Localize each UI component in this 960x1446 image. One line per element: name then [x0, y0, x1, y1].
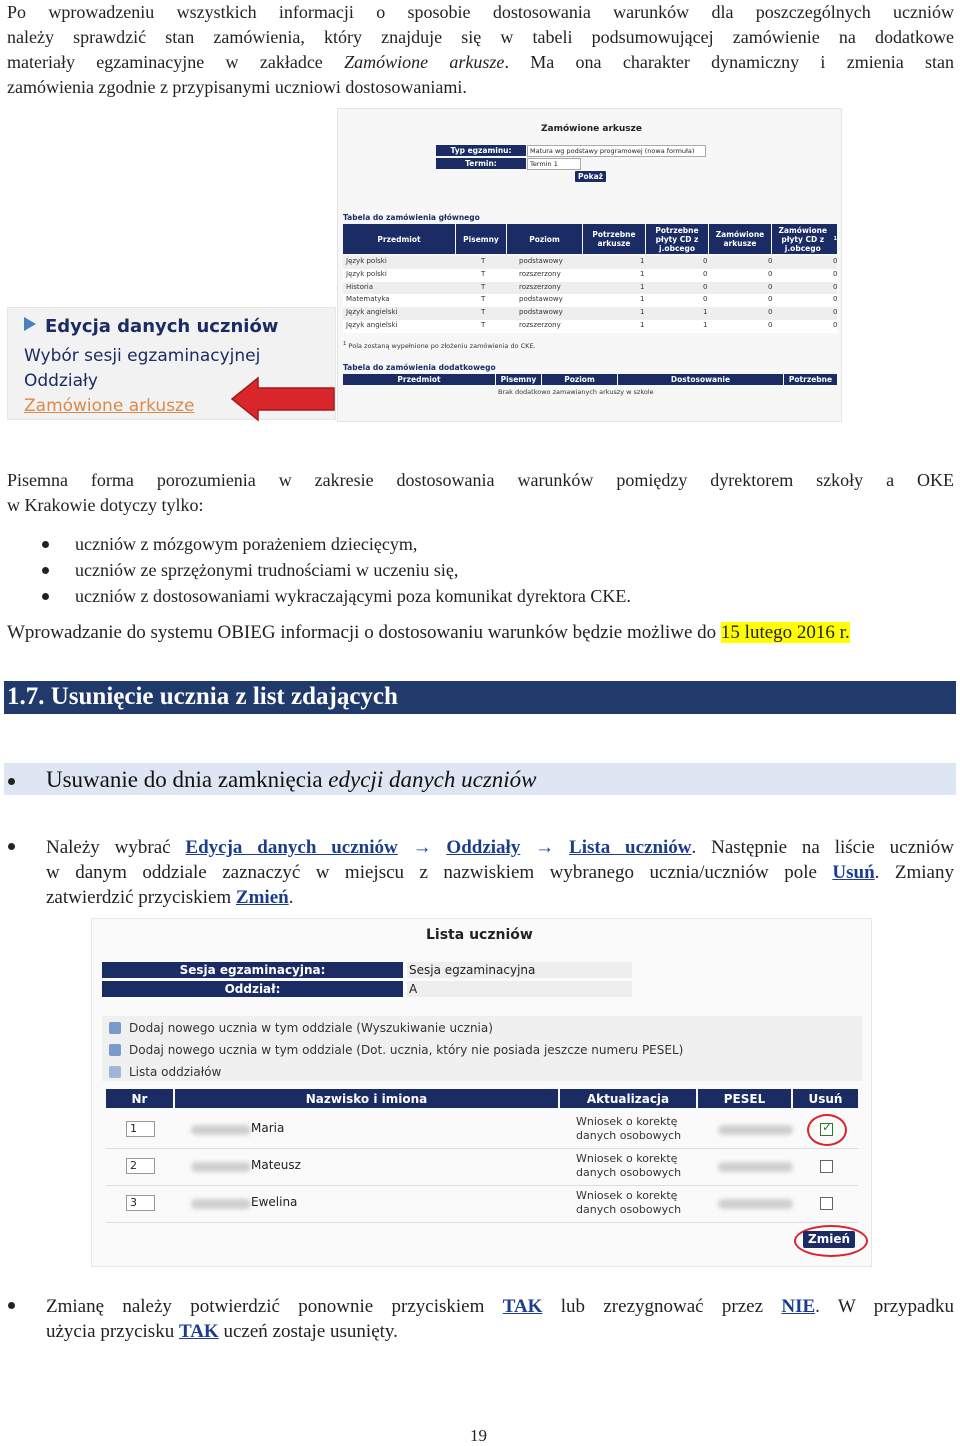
exam-type-select[interactable]: Matura wg podstawy programowej (nowa formuła): [527, 145, 706, 157]
show-button[interactable]: Pokaż: [575, 171, 606, 182]
session-value: Sesja egzaminacyjna: [407, 962, 632, 978]
deadline-highlight: 15 lutego 2016 r.: [720, 622, 850, 643]
agreement-bullet-3: uczniów z dostosowaniami wykraczającymi poza komunikat dyrektora CKE.: [75, 586, 631, 606]
confirm-text: Zmianę należy potwierdzić ponownie przyciskiem: [46, 1296, 503, 1317]
correction-request-link[interactable]: [576, 1152, 681, 1180]
bullet-dot: [42, 567, 49, 574]
cell-subject: Matematyka: [346, 295, 390, 304]
link-tak[interactable]: TAK: [178, 1321, 219, 1342]
intro-paragraph: [7, 0, 954, 100]
subheading: [46, 767, 537, 793]
intro-text: materiały egzaminacyjne w zakładce: [7, 52, 345, 72]
col-ordered: Zamówione arkusze: [709, 224, 771, 254]
correction-request-link[interactable]: [576, 1189, 681, 1217]
steps-line-2: [46, 860, 954, 885]
steps-text: w danym oddziale zaznaczyć w miejscu z nazwiskiem wybranego ucznia/uczniów pole: [46, 862, 833, 883]
agreement-paragraph: [7, 468, 954, 518]
col-delete: Usuń: [793, 1089, 858, 1108]
confirm-line-1: [46, 1294, 954, 1319]
subheading-text: Usuwanie do dnia zamknięcia: [46, 767, 329, 792]
cell-ordered-cd: 0: [833, 269, 838, 278]
main-table-header: [343, 224, 837, 254]
student-name: Ewelina: [251, 1195, 298, 1209]
table-row: [343, 269, 837, 282]
agreement-line-2: w Krakowie dotyczy tylko:: [7, 495, 204, 515]
exam-type-label: Typ egzaminu:: [436, 145, 526, 156]
blurred-surname: [191, 1162, 251, 1172]
menu-item-session[interactable]: Wybór sesji egzaminacyjnej: [24, 346, 261, 366]
main-table-caption: Tabela do zamówienia głównego: [343, 213, 480, 222]
footnote-marker: 1: [833, 235, 837, 242]
footnote-text: Pola zostaną wypełnione po złożeniu zamówienia do CKE.: [348, 342, 536, 351]
blurred-surname: [191, 1125, 251, 1135]
cell-cd: 1: [703, 321, 708, 329]
cell-cd: 0: [703, 282, 708, 291]
bullet-dot: [42, 593, 49, 600]
extra-col-needed: Potrzebne: [784, 374, 837, 385]
term-label: Termin:: [436, 158, 526, 169]
link-usun[interactable]: Usuń: [832, 862, 875, 883]
steps-text: . Następnie na liście uczniów: [691, 837, 955, 858]
intro-line-2: należy sprawdzić stan zamówienia, który znajduje się w tabeli podsumowującej zamówienie na dodatkowe: [7, 27, 954, 47]
extra-col-written: Pisemny: [496, 374, 541, 385]
link-classes[interactable]: Oddziały: [446, 837, 521, 858]
table-row: [106, 1186, 858, 1223]
table-row: [343, 256, 837, 269]
blurred-pesel: [718, 1162, 793, 1172]
change-button[interactable]: Zmień: [803, 1231, 855, 1248]
cell-ordered: 0: [768, 308, 773, 317]
agreement-bullet-2: uczniów ze sprzężonymi trudnościami w uczeniu się,: [75, 560, 459, 580]
intro-line-4: zamówienia zgodnie z przypisanymi uczniowi dostosowaniami.: [7, 77, 467, 97]
cell-ordered-cd: 0: [833, 321, 838, 329]
col-pesel: PESEL: [698, 1089, 791, 1108]
session-label: Sesja egzaminacyjna:: [102, 962, 403, 978]
cell-subject: Język angielski: [346, 321, 398, 329]
action-class-list[interactable]: Lista oddziałów: [129, 1065, 222, 1079]
cell-ordered-cd: 0: [833, 257, 838, 265]
cell-subject: Język polski: [346, 269, 387, 278]
confirm-text: uczeń zostaje usunięty.: [218, 1321, 398, 1342]
red-circle-highlight: [807, 1114, 847, 1146]
cell-written: T: [481, 257, 486, 265]
bullet-dot: [8, 778, 15, 785]
cell-cd: 0: [703, 295, 708, 304]
col-nr: Nr: [106, 1089, 173, 1108]
orders-title: Zamówione arkusze: [541, 124, 642, 134]
page-number: 19: [470, 1426, 487, 1445]
blurred-surname: [191, 1199, 251, 1209]
menu-item-edit-students[interactable]: Edycja danych uczniów: [45, 316, 279, 337]
steps-text: . Zmiany: [874, 862, 954, 883]
deadline-text: Wprowadzanie do systemu OBIEG informacji o dostosowaniu warunków będzie możliwe do: [7, 622, 721, 643]
student-list-screenshot: [91, 918, 872, 1267]
subheading-italic: edycji danych uczniów: [328, 767, 537, 792]
student-name: Mateusz: [251, 1158, 301, 1172]
table-row: [343, 320, 837, 333]
cell-ordered: 0: [768, 321, 773, 329]
col-written: Pisemny: [456, 224, 506, 254]
cell-written: T: [481, 295, 486, 304]
confirm-paragraph: [46, 1294, 954, 1344]
correction-request-link[interactable]: [576, 1115, 681, 1143]
correction-line-1: Wniosek o korektę: [576, 1189, 678, 1202]
link-zmien[interactable]: Zmień: [235, 887, 289, 908]
extra-col-level: Poziom: [542, 374, 617, 385]
student-name: Maria: [251, 1121, 285, 1135]
cell-level: rozszerzony: [519, 282, 561, 291]
bullet-dot: [8, 1302, 15, 1309]
red-arrow-icon: [230, 376, 338, 422]
table-row: [343, 282, 837, 295]
link-tak[interactable]: TAK: [502, 1296, 543, 1317]
intro-line-3: [7, 50, 954, 75]
student-list-title: Lista uczniów: [426, 927, 533, 943]
row-number[interactable]: 1: [126, 1121, 155, 1137]
section-heading: 1.7. Usunięcie ucznia z list zdających: [7, 683, 398, 710]
term-select[interactable]: Termin 1: [527, 158, 581, 170]
extra-table-empty: Brak dodatkowo zamawianych arkuszy w szkole: [498, 388, 654, 396]
class-value: A: [407, 981, 632, 997]
steps-paragraph: [46, 835, 954, 910]
table-row: [343, 294, 837, 307]
menu-item-ordered-sheets[interactable]: Zamówione arkusze: [24, 396, 195, 416]
cell-level: rozszerzony: [519, 269, 561, 278]
cell-ordered-cd: 0: [833, 282, 838, 291]
cell-subject: Język angielski: [346, 308, 398, 317]
col-needed: Potrzebne arkusze: [583, 224, 645, 254]
deadline-line: [7, 620, 850, 645]
confirm-line-2: [46, 1319, 954, 1344]
cell-ordered: 0: [768, 282, 773, 291]
confirm-text: lub zrezygnować przez: [542, 1296, 782, 1317]
cell-ordered: 0: [768, 269, 773, 278]
footnote: [343, 341, 536, 350]
cell-needed: 1: [640, 269, 645, 278]
table-row: [106, 1112, 858, 1149]
intro-text: . Ma ona charakter dynamiczny i zmienia stan: [504, 52, 955, 72]
link-edit-students[interactable]: Edycja danych uczniów: [185, 837, 398, 858]
cell-level: rozszerzony: [519, 321, 561, 329]
steps-line-1: [46, 835, 954, 860]
blurred-pesel: [718, 1125, 793, 1135]
menu-item-classes[interactable]: Oddziały: [24, 371, 98, 391]
extra-col-adjustment: Dostosowanie: [618, 374, 783, 385]
correction-line-2: danych osobowych: [576, 1166, 682, 1179]
cell-cd: 0: [703, 269, 708, 278]
extra-table-caption: Tabela do zamówienia dodatkowego: [343, 363, 496, 372]
add-user-icon: [109, 1044, 121, 1056]
intro-italic-tab: Zamówione arkusze: [344, 52, 505, 72]
steps-text: Należy wybrać: [46, 837, 186, 858]
cell-needed: 1: [640, 308, 645, 317]
confirm-text: użycia przycisku: [46, 1321, 179, 1342]
row-number[interactable]: 2: [126, 1158, 155, 1174]
correction-line-1: Wniosek o korektę: [576, 1152, 678, 1165]
col-subject: Przedmiot: [343, 224, 455, 254]
extra-col-subject: Przedmiot: [343, 374, 495, 385]
cell-subject: Język polski: [346, 257, 387, 265]
confirm-text: . W przypadku: [815, 1296, 954, 1317]
link-student-list[interactable]: Lista uczniów: [569, 837, 692, 858]
cell-needed: 1: [640, 295, 645, 304]
cell-written: T: [481, 308, 486, 317]
cell-cd: 0: [703, 257, 708, 265]
check-icon: ✓: [822, 1120, 833, 1134]
class-label: Oddział:: [102, 981, 403, 997]
cell-needed: 1: [640, 321, 645, 329]
cell-ordered: 0: [768, 295, 773, 304]
row-number[interactable]: 3: [126, 1195, 155, 1211]
arrow-right-icon: [24, 317, 36, 331]
section-heading-bar: [4, 681, 956, 714]
arrow-glyph: →: [535, 837, 555, 858]
intro-line-1: Po wprowadzeniu wszystkich informacji o sposobie dostosowania warunków dla poszczególnych uczniów: [7, 2, 954, 22]
footnote-number: 1: [343, 341, 347, 347]
agreement-line-1: Pisemna forma porozumienia w zakresie dostosowania warunków pomiędzy dyrektorem szkoły a OKE: [7, 470, 954, 490]
table-row: [343, 307, 837, 320]
delete-checkbox[interactable]: [820, 1160, 833, 1173]
cell-level: podstawowy: [519, 308, 563, 317]
action-add-no-pesel[interactable]: Dodaj nowego ucznia w tym oddziale (Dot. ucznia, który nie posiada jeszcze numeru PESEL): [129, 1043, 684, 1057]
cell-ordered: 0: [768, 257, 773, 265]
cell-subject: Historia: [346, 282, 373, 291]
cell-needed: 1: [640, 282, 645, 291]
list-icon: [109, 1066, 121, 1078]
cell-written: T: [481, 282, 486, 291]
blurred-pesel: [718, 1199, 793, 1209]
link-nie[interactable]: NIE: [781, 1296, 816, 1317]
action-add-search[interactable]: Dodaj nowego ucznia w tym oddziale (Wyszukiwanie ucznia): [129, 1021, 493, 1035]
arrow-glyph: →: [412, 837, 432, 858]
cell-needed: 1: [640, 257, 645, 265]
cell-level: podstawowy: [519, 257, 563, 265]
cell-written: T: [481, 269, 486, 278]
correction-line-2: danych osobowych: [576, 1129, 682, 1142]
col-level: Poziom: [507, 224, 582, 254]
delete-checkbox[interactable]: [820, 1197, 833, 1210]
orders-screenshot: [337, 108, 842, 422]
cell-ordered-cd: 0: [833, 295, 838, 304]
col-cd: Potrzebne płyty CD z j.obcego: [646, 224, 708, 254]
cell-written: T: [481, 321, 486, 329]
col-update: Aktualizacja: [560, 1089, 696, 1108]
agreement-bullet-1: uczniów z mózgowym porażeniem dziecięcym,: [75, 534, 418, 554]
cell-cd: 1: [703, 308, 708, 317]
add-user-icon: [109, 1022, 121, 1034]
steps-line-3: [46, 885, 954, 910]
bullet-dot: [8, 843, 15, 850]
correction-line-2: danych osobowych: [576, 1203, 682, 1216]
cell-level: podstawowy: [519, 295, 563, 304]
cell-ordered-cd: 0: [833, 308, 838, 317]
bullet-dot: [42, 541, 49, 548]
table-row: [106, 1149, 858, 1186]
col-ordered-cd: [772, 224, 837, 254]
correction-line-1: Wniosek o korektę: [576, 1115, 678, 1128]
col-ordered-cd-label: Zamówione płyty CD z j.obcego: [778, 225, 828, 253]
steps-text: .: [288, 887, 294, 908]
col-name: Nazwisko i imiona: [175, 1089, 558, 1108]
steps-text: zatwierdzić przyciskiem: [46, 887, 236, 908]
